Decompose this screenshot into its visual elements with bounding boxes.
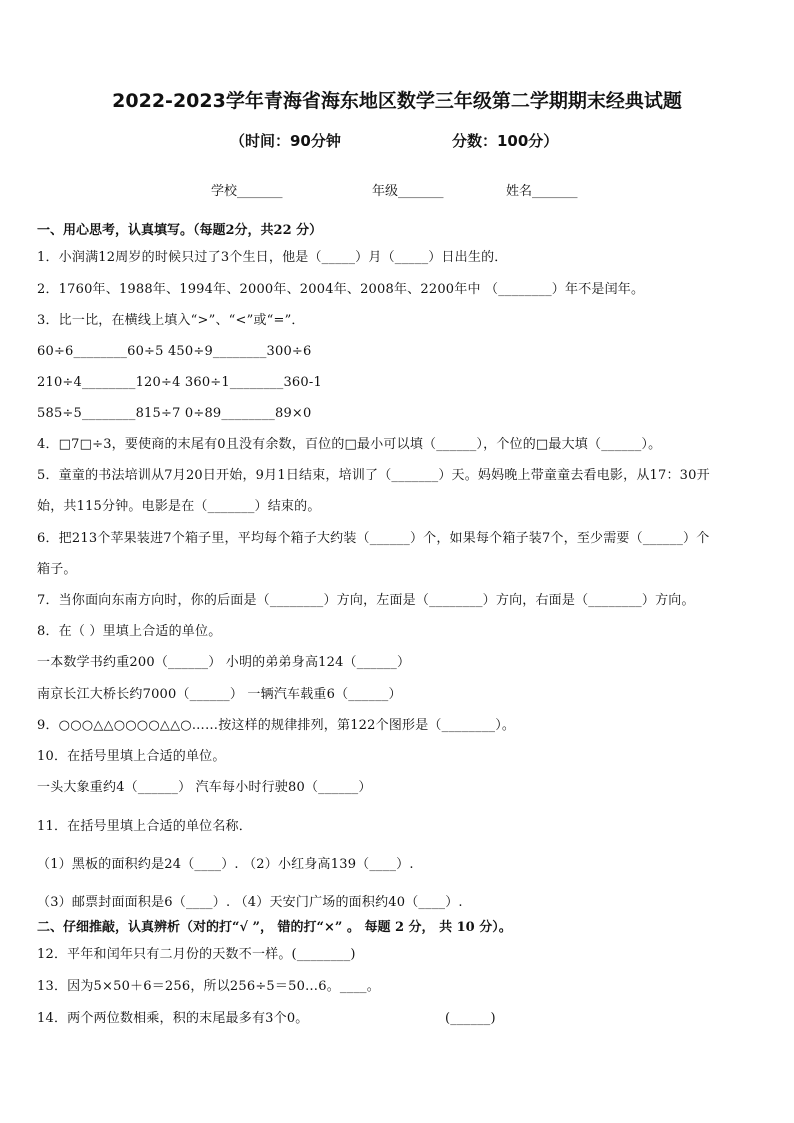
section-2-heading: 二、仔细推敲，认真辨析（对的打“√ ”， 错的打“×” 。 每题 2 分， 共 10 分）。 bbox=[37, 920, 512, 935]
question-4: 4．□7□÷3，要使商的末尾有0且没有余数，百位的□最小可以填（______），个位的□最大填（______）。 bbox=[37, 437, 662, 452]
question-9: 9．○○○△△○○○○△△○……按这样的规律排列，第122个图形是（________）。 bbox=[37, 718, 516, 733]
question-1: 1．小润满12周岁的时候只过了3个生日，他是（_____）月（_____）日出生的． bbox=[37, 250, 508, 265]
question-3: 3．比一比，在横线上填入“>”、“<”或“=”． bbox=[37, 313, 305, 328]
name-field: 姓名_______ bbox=[506, 184, 578, 199]
question-8-row-2: 南京长江大桥长约7000（______） 一辆汽车载重6（______） bbox=[37, 687, 402, 702]
question-6-line-2: 箱子。 bbox=[37, 562, 77, 577]
question-12: 12．平年和闰年只有二月份的天数不一样。(________) bbox=[37, 947, 356, 962]
question-11-row-1: （1）黑板的面积约是24（____）. （2）小红身高139（____）. bbox=[37, 857, 414, 872]
question-3-row-1: 60÷6________60÷5 450÷9________300÷6 bbox=[37, 344, 312, 359]
section-1-heading: 一、用心思考，认真填写。（每题2分，共22 分） bbox=[37, 223, 323, 238]
question-8: 8．在（ ）里填上合适的单位。 bbox=[37, 624, 222, 639]
question-14: 14．两个两位数相乘，积的末尾最多有3个0。 bbox=[37, 1011, 309, 1026]
question-3-row-2: 210÷4________120÷4 360÷1________360-1 bbox=[37, 375, 322, 390]
question-2: 2．1760年、1988年、1994年、2000年、2004年、2008年、2200年中 （________）年不是闰年。 bbox=[37, 282, 645, 297]
school-field: 学校_______ bbox=[211, 184, 283, 199]
question-10: 10．在括号里填上合适的单位。 bbox=[37, 749, 226, 764]
question-7: 7．当你面向东南方向时，你的后面是（________）方向，左面是（________）方向，右面是（________）方向。 bbox=[37, 593, 695, 608]
question-6-line-1: 6．把213个苹果装进7个箱子里，平均每个箱子大约装（______）个，如果每个箱子装7个，至少需要（______）个 bbox=[37, 531, 710, 546]
page-title: 2022-2023学年青海省海东地区数学三年级第二学期期末经典试题 bbox=[112, 90, 682, 112]
question-11-row-2: （3）邮票封面面积是6（____）. （4）天安门广场的面积约40（____）. bbox=[37, 895, 463, 910]
question-5-line-1: 5．童童的书法培训从7月20日开始，9月1日结束，培训了（_______）天。妈妈晚上带童童去看电影，从17：30开 bbox=[37, 468, 710, 483]
question-13: 13．因为5×50＋6＝256，所以256÷5＝50…6。____。 bbox=[37, 979, 380, 994]
question-5-line-2: 始，共115分钟。电影是在（_______）结束的。 bbox=[37, 499, 321, 514]
question-3-row-3: 585÷5________815÷7 0÷89________89×0 bbox=[37, 406, 312, 421]
grade-field: 年级_______ bbox=[372, 184, 444, 199]
question-11: 11．在括号里填上合适的单位名称． bbox=[37, 819, 252, 834]
question-14-blank: (______) bbox=[445, 1011, 496, 1026]
question-10-row-1: 一头大象重约4（______） 汽车每小时行驶80（______） bbox=[37, 780, 372, 795]
question-8-row-1: 一本数学书约重200（______） 小明的弟弟身高124（______） bbox=[37, 655, 411, 670]
time-label: （时间：90分钟 bbox=[230, 132, 341, 150]
score-label: 分数：100分） bbox=[452, 132, 559, 150]
